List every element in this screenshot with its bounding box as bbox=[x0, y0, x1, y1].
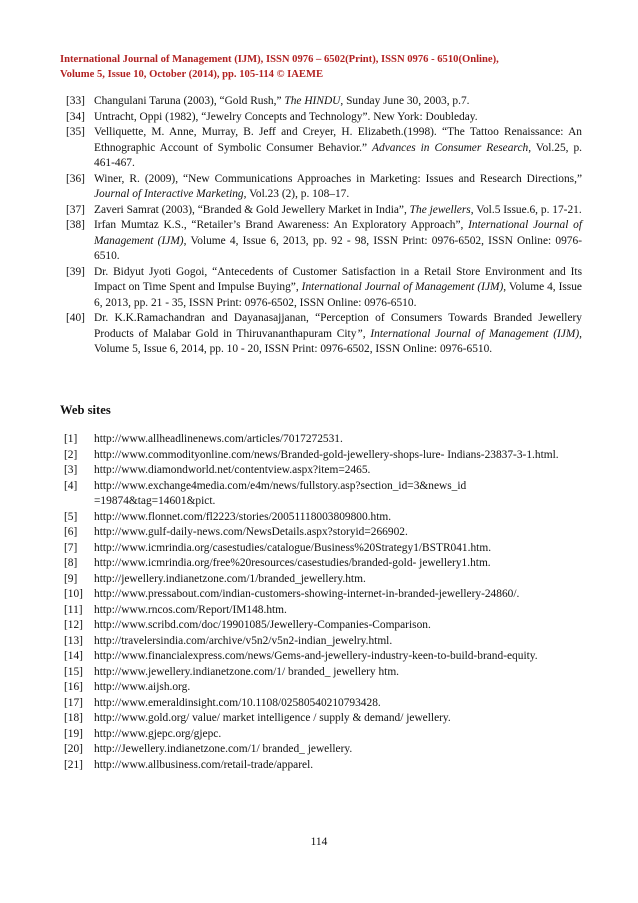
website-number: [7] bbox=[64, 541, 78, 554]
reference-item bbox=[60, 125, 582, 172]
reference-item bbox=[60, 218, 582, 265]
reference-text: Untracht, Oppi (1982), “Jewelry Concepts and Technology”. New York: Doubleday. bbox=[94, 110, 478, 123]
website-url: http://www.icmrindia.org/free%20resources/casestudies/branded-gold- jewellery1.htm. bbox=[94, 557, 491, 569]
website-item bbox=[60, 634, 582, 650]
website-item bbox=[60, 463, 582, 479]
website-url: http://www.flonnet.com/fl2223/stories/20051118003809800.htm. bbox=[94, 510, 392, 523]
reference-number: [34] bbox=[66, 110, 85, 123]
reference-number: [40] bbox=[66, 312, 85, 324]
website-url: http://www.diamondworld.net/contentview.aspx?item=2465. bbox=[94, 464, 371, 476]
website-item bbox=[60, 649, 582, 665]
reference-number: [36] bbox=[66, 172, 85, 185]
website-number: [3] bbox=[64, 464, 78, 476]
website-url: http://Jewellery.indianetzone.com/1/ branded_ jewellery. bbox=[94, 743, 353, 755]
reference-item bbox=[60, 203, 582, 219]
website-item bbox=[60, 680, 582, 696]
reference-item bbox=[60, 172, 582, 203]
website-url: http://www.gulf-daily-news.com/NewsDetails.aspx?storyid=266902. bbox=[94, 526, 408, 538]
reference-text: Dr. K.K.Ramachandran and Dayanasajjanan, “Perception of Consumers Towards Branded Jewellery Products of Malabar Gold in Thiruvananthapuram City”, International Journal of Management (IJM), Volume 5, Issue 6, 2014, pp. 10 - 20, ISSN Print: 0976-6502, ISSN Online: 0976-6510. bbox=[94, 312, 583, 355]
website-url: http://www.gjepc.org/gjepc. bbox=[94, 727, 222, 740]
website-url: http://www.pressabout.com/indian-customers-showing-internet-in-branded-jewellery-24860/. bbox=[94, 588, 520, 600]
website-url: http://www.rncos.com/Report/IM148.htm. bbox=[94, 603, 287, 616]
page-number: 114 bbox=[310, 836, 328, 848]
websites-heading: Web sites bbox=[60, 403, 111, 417]
reference-number: [37] bbox=[66, 203, 85, 216]
reference-item bbox=[60, 311, 582, 358]
website-item bbox=[60, 479, 582, 510]
website-item bbox=[60, 556, 582, 572]
website-url: http://jewellery.indianetzone.com/1/branded_jewellery.htm. bbox=[94, 572, 366, 585]
reference-list bbox=[60, 94, 582, 358]
website-item bbox=[60, 541, 582, 557]
reference-text: Dr. Bidyut Jyoti Gogoi, “Antecedents of Customer Satisfaction in a Retail Store Environment and Its Impact on Time Spent and Impulse Buying”, International Journal of Management (IJM), Volume 4, Issue 6, 2013, pp. 21 - 35, ISSN Print: 0976-6502, ISSN Online: 0976-6510. bbox=[94, 265, 582, 309]
reference-number: [39] bbox=[66, 265, 85, 278]
website-item bbox=[60, 572, 582, 588]
website-number: [1] bbox=[64, 433, 78, 445]
website-item bbox=[60, 587, 582, 603]
reference-item bbox=[60, 110, 582, 126]
website-item bbox=[60, 727, 582, 743]
website-item bbox=[60, 618, 582, 634]
website-item bbox=[60, 432, 582, 448]
website-number: [10] bbox=[64, 588, 83, 600]
website-number: [4] bbox=[64, 479, 78, 492]
website-item bbox=[60, 742, 582, 758]
website-number: [19] bbox=[64, 727, 83, 740]
reference-number: [35] bbox=[66, 126, 85, 138]
journal-header bbox=[60, 52, 582, 82]
website-number: [18] bbox=[64, 712, 83, 724]
journal-header-line-1: International Journal of Management (IJM), ISSN 0976 – 6502(Print), ISSN 0976 - 6510(Online), bbox=[60, 54, 499, 65]
reference-text: Changulani Taruna (2003), “Gold Rush,” The HINDU, Sunday June 30, 2003, p.7. bbox=[94, 95, 470, 107]
websites-list bbox=[60, 432, 582, 773]
website-url: http://www.scribd.com/doc/19901085/Jewellery-Companies-Comparison. bbox=[94, 619, 431, 631]
website-number: [6] bbox=[64, 526, 78, 538]
website-number: [16] bbox=[64, 681, 83, 693]
website-item bbox=[60, 711, 582, 727]
website-number: [8] bbox=[64, 557, 78, 569]
website-url: http://www.allheadlinenews.com/articles/7017272531. bbox=[94, 433, 343, 445]
website-item bbox=[60, 696, 582, 712]
reference-text: Zaveri Samrat (2003), “Branded & Gold Jewellery Market in India”, The jewellers, Vol.5 Issue.6, p. 17-21. bbox=[94, 203, 582, 216]
website-number: [2] bbox=[64, 448, 78, 461]
website-number: [17] bbox=[64, 696, 83, 709]
reference-item bbox=[60, 94, 582, 110]
website-url: http://www.commodityonline.com/news/Branded-gold-jewellery-shops-lure- Indians-23837-3-1.html. bbox=[94, 448, 559, 461]
website-item bbox=[60, 758, 582, 774]
reference-number: [38] bbox=[66, 219, 85, 231]
website-url: http://www.financialexpress.com/news/Gems-and-jewellery-industry-keen-to-build-brand-equity. bbox=[94, 650, 538, 662]
website-number: [14] bbox=[64, 650, 83, 662]
website-number: [21] bbox=[64, 758, 83, 771]
reference-text: Winer, R. (2009), “New Communications Approaches in Marketing: Issues and Research Directions,” Journal of Interactive Marketing, Vol.23 (2), p. 108–17. bbox=[94, 172, 582, 200]
website-number: [12] bbox=[64, 619, 83, 631]
website-url: http://www.gold.org/ value/ market intelligence / supply & demand/ jewellery. bbox=[94, 712, 451, 724]
website-number: [5] bbox=[64, 510, 78, 523]
website-url: http://www.exchange4media.com/e4m/news/fullstory.asp?section_id=3&news_id =19874&tag=14601&pict. bbox=[94, 479, 467, 507]
website-url: http://www.emeraldinsight.com/10.1108/02580540210793428. bbox=[94, 696, 381, 709]
reference-number: [33] bbox=[66, 95, 85, 107]
website-item bbox=[60, 665, 582, 681]
website-item bbox=[60, 448, 582, 464]
website-number: [13] bbox=[64, 634, 83, 647]
website-url: http://www.allbusiness.com/retail-trade/apparel. bbox=[94, 758, 314, 771]
website-number: [9] bbox=[64, 572, 78, 585]
website-url: http://www.aijsh.org. bbox=[94, 681, 191, 693]
journal-header-line-2: Volume 5, Issue 10, October (2014), pp. 105-114 © IAEME bbox=[60, 69, 324, 80]
website-url: http://travelersindia.com/archive/v5n2/v5n2-indian_jewelry.html. bbox=[94, 634, 393, 647]
reference-text: Velliquette, M. Anne, Murray, B. Jeff and Creyer, H. Elizabeth.(1998). “The Tattoo Renaissance: An Ethnographic Account of Symbolic Consumer Behavior.” Advances in Consumer Research, Vol.25, p. 461-467. bbox=[94, 126, 582, 169]
website-item bbox=[60, 603, 582, 619]
reference-item bbox=[60, 265, 582, 312]
website-number: [15] bbox=[64, 665, 83, 678]
website-url: http://www.icmrindia.org/casestudies/catalogue/Business%20Strategy1/BSTR041.htm. bbox=[94, 541, 492, 554]
website-url: http://www.jewellery.indianetzone.com/1/ branded_ jewellery htm. bbox=[94, 665, 400, 678]
reference-text: Irfan Mumtaz K.S., “Retailer’s Brand Awareness: An Exploratory Approach”, International Journal of Management (IJM), Volume 4, Issue 6, 2013, pp. 92 - 98, ISSN Print: 0976-6502, ISSN Online: 0976-6510. bbox=[94, 219, 582, 262]
website-number: [11] bbox=[64, 603, 83, 616]
website-item bbox=[60, 510, 582, 526]
website-item bbox=[60, 525, 582, 541]
website-number: [20] bbox=[64, 743, 83, 755]
